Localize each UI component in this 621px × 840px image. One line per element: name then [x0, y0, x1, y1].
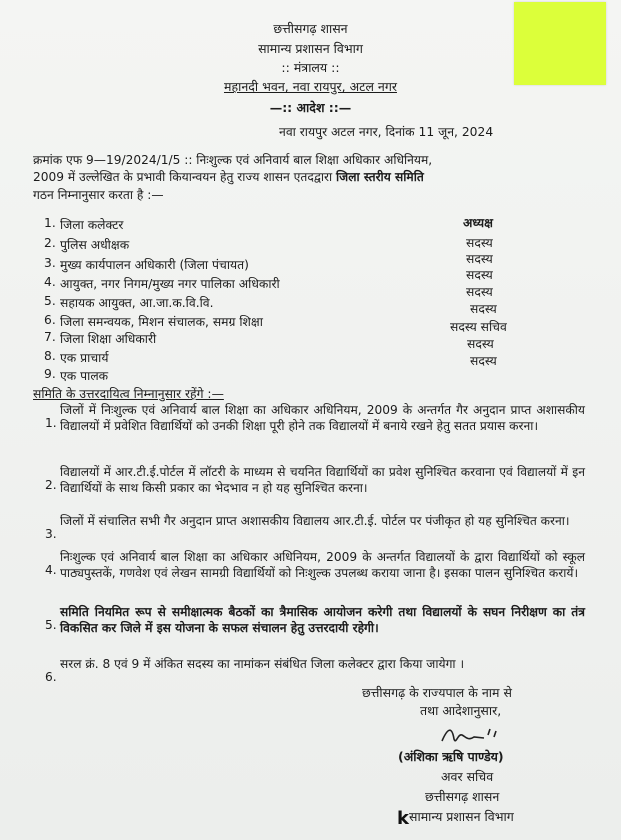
responsibility-number: 5. — [45, 618, 57, 632]
signatory-dept: सामान्य प्रशासन विभाग — [409, 809, 514, 824]
responsibility-number: 6. — [45, 670, 57, 684]
member-role: सदस्य — [466, 252, 493, 266]
signatory-govt: छत्तीसगढ़ शासन — [425, 789, 500, 804]
handwritten-mark: k — [397, 808, 409, 829]
member-name: पुलिस अधीक्षक — [60, 238, 130, 252]
member-number: 1. — [44, 216, 56, 230]
member-name: एक पालक — [60, 369, 109, 383]
signature-scribble — [438, 723, 518, 749]
member-number: 7. — [44, 330, 56, 344]
member-number: 8. — [44, 349, 56, 363]
member-role: सदस्य — [467, 337, 494, 351]
date-line: नवा रायपुर अटल नगर, दिनांक 11 जून, 2024 — [279, 125, 494, 139]
member-role: सदस्य सचिव — [450, 320, 507, 334]
member-name: मुख्य कार्यपालन अधिकारी (जिला पंचायत) — [60, 258, 249, 272]
member-role: अध्यक्ष — [463, 216, 493, 230]
member-number: 4. — [44, 275, 56, 289]
responsibility-text: जिलों में निःशुल्क एवं अनिवार्य बाल शिक्षा का अधिकार अधिनियम, 2009 के अन्तर्गत गैर अनुदान प्राप्त अशासकीय विद्यालयों में प्रवेशित विद्यार्थियों को उनकी शिक्षा पूरी होने तक विद्यालयों में बनाये रखने हेतु सतत प्रयास करना। — [60, 403, 585, 433]
member-name: जिला कलेक्टर — [60, 218, 124, 232]
responsibility-text: सरल क्रं. 8 एवं 9 में अंकित सदस्य का नामांकन संबंधित जिला कलेक्टर द्वारा किया जायेगा । — [60, 657, 465, 671]
member-role: सदस्य — [466, 236, 493, 250]
header-ministry: :: मंत्रालय :: — [281, 60, 340, 75]
intro-line-2 — [33, 169, 593, 186]
member-name: एक प्राचार्य — [60, 351, 109, 365]
member-role: सदस्य — [470, 354, 497, 368]
member-number: 6. — [44, 313, 56, 327]
member-number: 2. — [44, 236, 56, 250]
intro-text: 2009 में उल्लेखित के प्रभावी कियान्वयन हेतु राज्य शासन एतदद्वारा — [33, 170, 337, 184]
responsibility-text: निःशुल्क एवं अनिवार्य बाल शिक्षा का अधिकार अधिनियम, 2009 के अन्तर्गत विद्यालयों के द्वारा विद्यार्थियों को स्कूल पाठ्यपुस्तकें, गणवेश एवं लेखन सामग्री विद्यार्थियों को निःशुल्क उपलब्ध कराया जाना है। इसका पालन सुनिश्चित करायें। — [60, 550, 585, 580]
member-number: 9. — [44, 367, 56, 381]
signatory-designation: अवर सचिव — [441, 769, 494, 784]
signatory-name: (अंशिका ऋषि पाण्डेय) — [398, 749, 504, 764]
member-number: 5. — [44, 294, 56, 308]
signature-line-2: तथा आदेशानुसार, — [420, 703, 502, 718]
header-govt: छत्तीसगढ़ शासन — [273, 21, 348, 36]
responsibilities-heading: समिति के उत्तरदायित्व निम्नानुसार रहेंगे :— — [33, 387, 224, 401]
order-title: —:: आदेश ::— — [269, 100, 352, 115]
member-name: जिला समन्वयक, मिशन संचालक, समग्र शिक्षा — [60, 315, 263, 329]
responsibility-number: 4. — [45, 563, 57, 577]
member-number: 3. — [44, 256, 56, 270]
responsibility-text: विद्यालयों में आर.टी.ई.पोर्टल में लॉटरी के माध्यम से चयनित विद्यार्थियों का प्रवेश सुनिश्चित करवाना एवं विद्यालयों में इन विद्यार्थियों के साथ किसी प्रकार का भेदभाव न हो यह सुनिश्चित करना। — [60, 465, 585, 495]
member-name: आयुक्त, नगर निगम/मुख्य नगर पालिका अधिकारी — [60, 277, 280, 291]
intro-line-1: क्रमांक एफ 9—19/2024/1/5 :: निःशुल्क एवं अनिवार्य बाल शिक्षा अधिकार अधिनियम, — [33, 153, 433, 167]
responsibility-text: समिति नियमित रूप से समीक्षात्मक बैठकों का त्रैमासिक आयोजन करेगी तथा विद्यालयों के सघन निरीक्षण का तंत्र विकसित कर जिले में इस योजना के सफल संचालन हेतु उत्तरदायी रहेगी। — [60, 605, 585, 635]
member-role: सदस्य — [466, 268, 493, 282]
responsibility-number: 1. — [45, 416, 57, 430]
intro-line-3: गठन निम्नानुसार करता है :— — [33, 188, 164, 202]
responsibility-number: 3. — [45, 527, 57, 541]
responsibility-text: जिलों में संचालित सभी गैर अनुदान प्राप्त अशासकीय विद्यालय आर.टी.ई. पोर्टल पर पंजीकृत हो यह सुनिश्चित करना। — [60, 514, 570, 528]
committee-title: जिला स्तरीय समिति — [336, 170, 424, 184]
signature-line-1: छत्तीसगढ़ के राज्यपाल के नाम से — [362, 685, 512, 700]
member-name: जिला शिक्षा अधिकारी — [60, 332, 157, 346]
member-role: सदस्य — [470, 302, 497, 316]
header-address: महानदी भवन, नवा रायपुर, अटल नगर — [223, 79, 397, 94]
header-department: सामान्य प्रशासन विभाग — [258, 41, 363, 56]
member-name: सहायक आयुक्त, आ.जा.क.वि.वि. — [60, 296, 214, 310]
member-role: सदस्य — [466, 285, 493, 299]
responsibility-number: 2. — [45, 478, 57, 492]
